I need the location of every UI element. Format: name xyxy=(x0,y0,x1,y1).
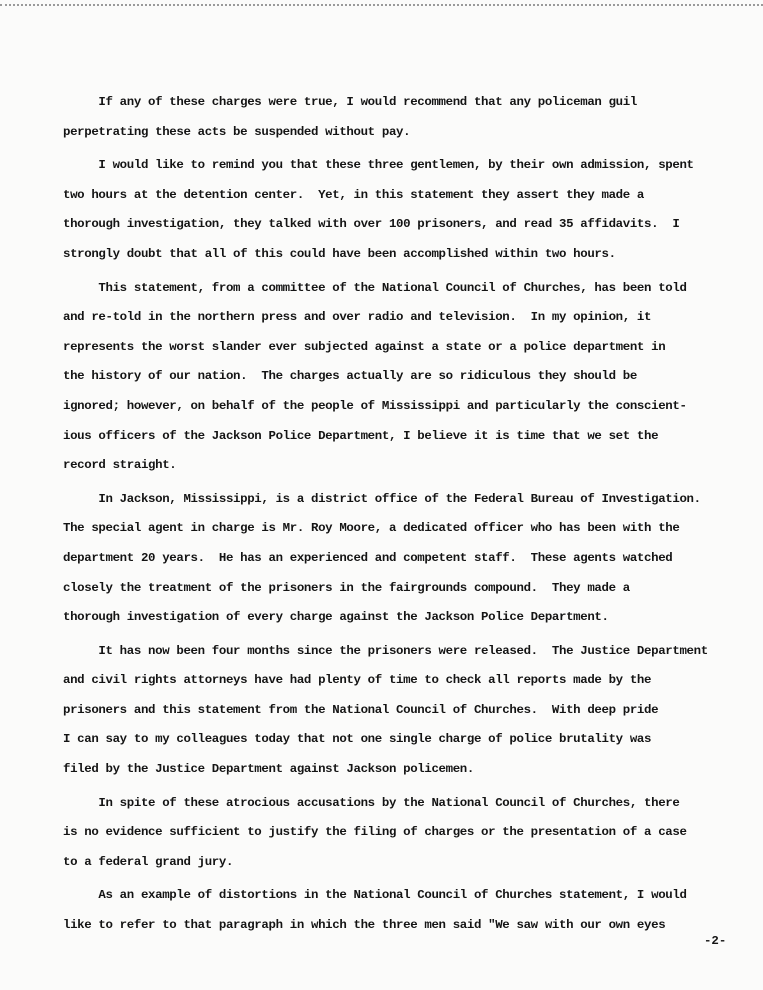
text-line: and re-told in the northern press and over radio and television. In my opinion, it xyxy=(63,310,652,325)
text-line: thorough investigation of every charge against the Jackson Police Department. xyxy=(63,610,609,625)
text-line: As an example of distortions in the National Council of Churches statement, I would xyxy=(63,888,687,903)
text-line: If any of these charges were true, I would recommend that any policeman guil xyxy=(63,95,637,109)
text-line: This statement, from a committee of the National Council of Churches, has been told xyxy=(63,280,687,295)
text-line: like to refer to that paragraph in which the three men said "We saw with our own eyes xyxy=(63,918,666,933)
text-line: two hours at the detention center. Yet, in this statement they assert they made a xyxy=(63,187,645,202)
document-body xyxy=(63,92,753,949)
text-line: ignored; however, on behalf of the people of Mississippi and particularly the conscient- xyxy=(63,398,687,413)
text-line: record straight. xyxy=(63,458,177,473)
text-line: represents the worst slander ever subjected against a state or a police department in xyxy=(63,339,666,354)
text-line: thorough investigation, they talked with over 100 prisoners, and read 35 affidavits. I xyxy=(63,217,680,232)
text-line: The special agent in charge is Mr. Roy Moore, a dedicated officer who has been with the xyxy=(63,521,680,536)
text-line: ious officers of the Jackson Police Department, I believe it is time that we set the xyxy=(63,428,659,443)
text-line: department 20 years. He has an experienced and competent staff. These agents watched xyxy=(63,550,673,565)
text-line: In spite of these atrocious accusations by the National Council of Churches, there xyxy=(63,795,680,810)
text-line: closely the treatment of the prisoners in the fairgrounds compound. They made a xyxy=(63,580,630,595)
text-line: strongly doubt that all of this could have been accomplished within two hours. xyxy=(63,246,616,261)
paragraph-slander xyxy=(63,278,753,485)
text-line: is no evidence sufficient to justify the filing of charges or the presentation of a case xyxy=(63,825,687,840)
text-line: the history of our nation. The charges actually are so ridiculous they should be xyxy=(63,369,637,384)
paragraph-detention-center xyxy=(63,155,753,273)
text-line: perpetrating these acts be suspended without pay. xyxy=(63,124,411,139)
text-line: to a federal grand jury. xyxy=(63,854,234,869)
paragraph-fbi-office xyxy=(63,489,753,637)
text-line: I would like to remind you that these three gentlemen, by their own admission, spent xyxy=(63,158,694,173)
text-line: filed by the Justice Department against Jackson policemen. xyxy=(63,762,474,777)
text-line: I can say to my colleagues today that not one single charge of police brutality was xyxy=(63,732,652,747)
page-number: -2- xyxy=(704,934,727,948)
text-line: prisoners and this statement from the National Council of Churches. With deep pride xyxy=(63,702,659,717)
paragraph-distortions xyxy=(63,885,753,944)
top-dotted-rule xyxy=(0,4,763,6)
text-line: It has now been four months since the prisoners were released. The Justice Department xyxy=(63,643,708,658)
text-line: In Jackson, Mississippi, is a district office of the Federal Bureau of Investigation. xyxy=(63,491,701,506)
text-line: and civil rights attorneys have had plenty of time to check all reports made by the xyxy=(63,673,652,688)
paragraph-charges xyxy=(63,92,753,151)
paragraph-justice-department xyxy=(63,641,753,789)
paragraph-no-evidence xyxy=(63,793,753,882)
